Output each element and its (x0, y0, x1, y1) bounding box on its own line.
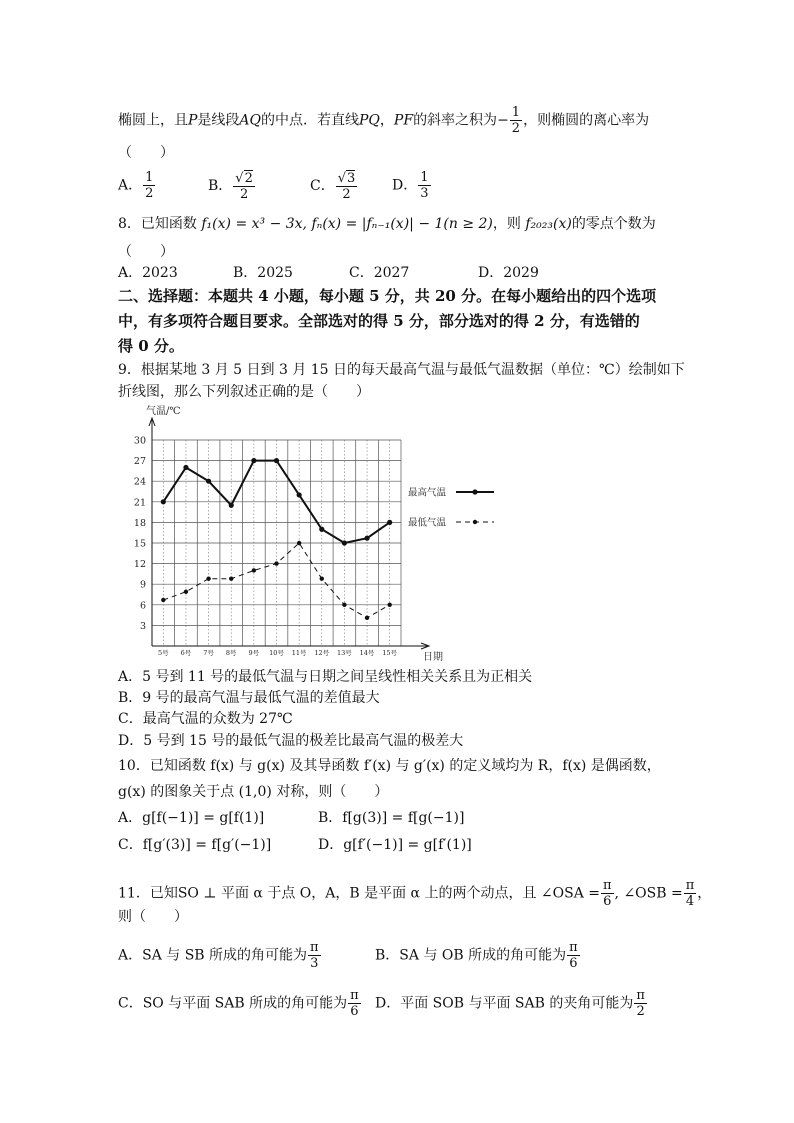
q10-stem-line1: 10．已知函数 f(x) 与 g(x) 及其导函数 f′(x) 与 g′(x) 的定义域均为 R，f(x) 是偶函数， (118, 758, 661, 774)
legend-marker (473, 520, 477, 524)
data-point (297, 541, 301, 545)
q7-option-d[interactable]: D． $\frac{1}{3}$ (392, 170, 429, 201)
x-tick-label: 9号 (248, 649, 260, 657)
data-point (319, 527, 324, 532)
data-point (184, 590, 188, 594)
q8-stem: 8．已知函数 f₁(x) = x³ − 3x, fₙ(x) = |fₙ₋₁(x)| − 1(n ≥ 2)，则 f₂₀₂₃(x)的零点个数为 (118, 216, 656, 232)
q9-stem-line1: 9．根据某地 3 月 5 日到 3 月 15 日的每天最高气温与最低气温数据（单位：℃）绘制如下 (118, 362, 685, 378)
q8-paren: （ ） (118, 244, 174, 260)
x-axis-label: 日期 (423, 652, 443, 663)
q10-option-d[interactable]: D．g[f′(−1)] = g[f′(1)] (318, 837, 472, 853)
q9-option-d[interactable]: D．5 号到 15 号的最低气温的极差比最高气温的极差大 (118, 733, 464, 749)
q10-option-a[interactable]: A．g[f(−1)] = g[f(1)] (118, 810, 265, 826)
y-tick-label: 24 (133, 476, 146, 488)
q8-option-c[interactable]: C．2027 (349, 265, 410, 281)
data-point (320, 577, 324, 581)
temperature-line-chart (118, 400, 518, 665)
q11-option-b[interactable]: B．SA 与 OB 所成的角可能为 $\frac{\pi}{6}$ (375, 940, 578, 971)
data-point (229, 577, 233, 581)
data-point (183, 465, 188, 470)
q7-stem: 椭圆上，且P是线段AQ的中点．若直线PQ，PF的斜率之积为− $\frac{1}{2}$ ，则椭圆的离心率为 (118, 105, 650, 136)
x-tick-label: 5号 (157, 649, 169, 657)
q11-option-c[interactable]: C．SO 与平面 SAB 所成的角可能为 $\frac{\pi}{6}$ (118, 988, 359, 1019)
y-tick-label: 27 (133, 456, 146, 468)
q11-stem-line2: 则（ ） (118, 909, 188, 925)
x-tick-label: 11号 (291, 649, 307, 657)
y-tick-label: 30 (133, 435, 146, 447)
q7-option-a[interactable]: A． $\frac{1}{2}$ (118, 170, 154, 201)
q10-stem-line2: g(x) 的图象关于点 (1,0) 对称，则（ ） (118, 784, 389, 800)
section-heading-line1: 二、选择题：本题共 4 小题，每小题 5 分，共 20 分。在每小题给出的四个选项 (118, 287, 657, 305)
y-tick-label: 9 (139, 579, 146, 591)
y-tick-label: 3 (139, 620, 146, 632)
q9-option-c[interactable]: C．最高气温的众数为 27℃ (118, 711, 293, 727)
data-point (251, 458, 256, 463)
data-point (365, 616, 369, 620)
data-point (274, 458, 279, 463)
y-tick-label: 6 (139, 600, 146, 612)
y-tick-label: 18 (133, 517, 146, 529)
data-point (342, 603, 346, 607)
data-point (229, 503, 234, 508)
q9-option-b[interactable]: B．9 号的最高气温与最低气温的差值最大 (118, 690, 380, 706)
y-axis-label: 气温/℃ (146, 406, 181, 417)
q9-option-a[interactable]: A．5 号到 11 号的最低气温与日期之间呈线性相关关系且为正相关 (118, 669, 533, 685)
x-tick-label: 12号 (314, 649, 330, 657)
data-point (161, 598, 165, 602)
data-point (297, 492, 302, 497)
y-tick-label: 12 (133, 559, 146, 571)
data-point (206, 577, 210, 581)
x-tick-label: 8号 (225, 649, 237, 657)
q10-option-c[interactable]: C．f[g′(3)] = f[g′(−1)] (118, 837, 272, 853)
q10-option-b[interactable]: B．f[g(3)] = f[g(−1)] (318, 810, 465, 826)
x-tick-label: 14号 (359, 649, 375, 657)
data-point (274, 561, 278, 565)
q7-option-b[interactable]: B． $\frac{√2}{2}$ (208, 171, 253, 202)
legend-marker (472, 489, 477, 494)
x-tick-label: 15号 (382, 649, 398, 657)
q11-stem-line1: 11．已知SO ⊥ 平面 α 于点 O，A，B 是平面 α 上的两个动点，且 ∠OSA = $\frac{\pi}{6}$ , ∠OSB = $\frac{\pi}{4}$ ， (118, 878, 712, 909)
q8-option-b[interactable]: B．2025 (233, 265, 293, 281)
slope-fraction: $\frac{1}{2}$ (511, 105, 521, 136)
x-tick-label: 13号 (337, 649, 352, 657)
y-tick-label: 15 (133, 538, 146, 550)
y-tick-label: 21 (133, 497, 146, 509)
q8-option-a[interactable]: A．2023 (118, 265, 178, 281)
data-point (252, 568, 256, 572)
x-tick-label: 10号 (269, 649, 284, 657)
data-point (206, 479, 211, 484)
x-tick-label: 6号 (180, 649, 192, 657)
q9-stem-line2: 折线图，那么下列叙述正确的是（ ） (118, 384, 370, 400)
data-point (387, 520, 392, 525)
q7-paren: （ ） (118, 145, 174, 161)
data-point (161, 499, 166, 504)
data-point (364, 536, 369, 541)
q11-option-d[interactable]: D．平面 SOB 与平面 SAB 的夹角可能为 $\frac{\pi}{2}$ (375, 988, 645, 1019)
q7-option-c[interactable]: C． $\frac{√3}{2}$ (310, 171, 356, 202)
data-point (342, 540, 347, 545)
legend-label: 最高气温 (408, 487, 447, 499)
x-tick-label: 7号 (203, 649, 214, 657)
section-heading-line3: 得 0 分。 (118, 337, 184, 355)
data-point (387, 603, 391, 607)
legend-label: 最低气温 (408, 517, 447, 529)
q11-option-a[interactable]: A．SA 与 SB 所成的角可能为 $\frac{\pi}{3}$ (118, 940, 319, 971)
section-heading-line2: 中，有多项符合题目要求。全部选对的得 5 分，部分选对的得 2 分，有选错的 (118, 312, 640, 330)
q8-option-d[interactable]: D．2029 (478, 265, 539, 281)
